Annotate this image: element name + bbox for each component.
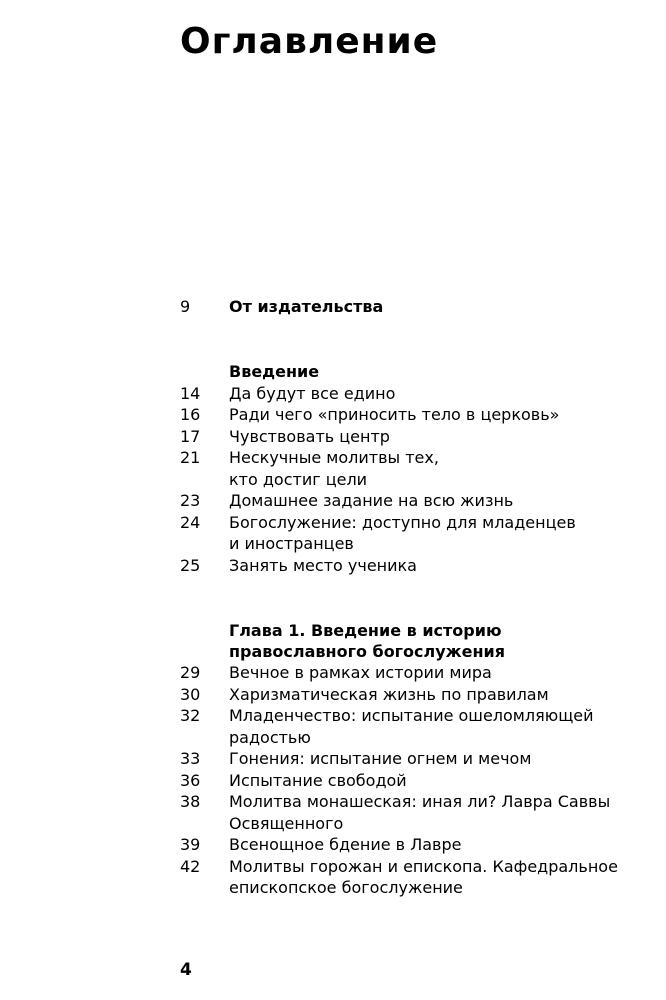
toc-entry-title: Молитвы горожан и епископа. Кафедральное	[229, 857, 618, 876]
toc-entry-continuation	[0, 813, 666, 835]
toc-entry-continuation	[0, 469, 666, 491]
toc-entry-title: Вечное в рамках истории мира	[229, 663, 492, 682]
toc-page-number: 16	[180, 405, 201, 424]
toc-entry-title-line: Освященного	[229, 814, 344, 833]
chapter-heading-continuation	[0, 641, 666, 663]
toc-entry	[0, 662, 666, 684]
toc-entry	[0, 383, 666, 405]
toc-entry-continuation	[0, 727, 666, 749]
toc-page-number: 29	[180, 663, 201, 682]
toc-entry-title: От издательства	[229, 297, 384, 316]
toc-entry-title: Ради чего «приносить тело в церковь»	[229, 405, 560, 424]
page-number: 4	[180, 960, 192, 980]
toc-entry-title: Всенощное бдение в Лавре	[229, 835, 462, 854]
toc-entry	[0, 834, 666, 856]
toc-entry	[0, 426, 666, 448]
section-heading-intro	[0, 361, 666, 383]
toc-entry-title: Да будут все едино	[229, 384, 396, 403]
toc-page-number: 42	[180, 857, 201, 876]
toc-entry	[0, 791, 666, 813]
toc-entry	[0, 705, 666, 727]
toc-entry	[0, 512, 666, 534]
toc-entry-continuation	[0, 533, 666, 555]
toc-entry-title-line: кто достиг цели	[229, 470, 368, 489]
toc-page-number: 32	[180, 706, 201, 725]
toc-entry-title-line: и иностранцев	[229, 534, 354, 553]
toc-page-number: 24	[180, 513, 201, 532]
toc-entry	[0, 404, 666, 426]
toc-entry	[0, 555, 666, 577]
toc-entry-title: Богослужение: доступно для младенцев	[229, 513, 576, 532]
toc-entry	[0, 856, 666, 878]
toc-page-number: 9	[180, 297, 191, 316]
toc-page-number: 14	[180, 384, 201, 403]
toc-page-number: 33	[180, 749, 201, 768]
toc-entry	[0, 684, 666, 706]
toc-page-number: 21	[180, 448, 201, 467]
toc-entry	[0, 748, 666, 770]
toc-entry-title: Молитва монашеская: иная ли? Лавра Саввы	[229, 792, 611, 811]
toc-entry	[0, 447, 666, 469]
toc-entry-title-line: епископское богослужение	[229, 878, 463, 897]
toc-entry-title: Гонения: испытание огнем и мечом	[229, 749, 532, 768]
toc-page-number: 38	[180, 792, 201, 811]
toc-entry	[0, 770, 666, 792]
toc-entry-title: Нескучные молитвы тех,	[229, 448, 439, 467]
chapter-heading-line: православного богослужения	[229, 642, 505, 661]
chapter-heading-line: Глава 1. Введение в историю	[229, 621, 502, 640]
toc-entry	[0, 490, 666, 512]
toc-entry-title: Домашнее задание на всю жизнь	[229, 491, 514, 510]
toc-entry-title: Харизматическая жизнь по правилам	[229, 685, 549, 704]
toc-entry-publisher	[0, 296, 666, 318]
toc-entry-title: Младенчество: испытание ошеломляющей	[229, 706, 594, 725]
toc-page-number: 17	[180, 427, 201, 446]
toc-entry-title: Занять место ученика	[229, 556, 417, 575]
page-title: Оглавление	[180, 21, 439, 62]
section-heading-text: Введение	[229, 362, 320, 381]
toc-entry-title-line: радостью	[229, 728, 311, 747]
toc-entry-continuation	[0, 877, 666, 899]
toc-page-number: 30	[180, 685, 201, 704]
chapter-heading	[0, 620, 666, 642]
toc-entry-title: Испытание свободой	[229, 771, 407, 790]
toc-entry-title: Чувствовать центр	[229, 427, 390, 446]
toc-page-number: 23	[180, 491, 201, 510]
toc-page-number: 25	[180, 556, 201, 575]
toc-page-number: 39	[180, 835, 201, 854]
toc-page-number: 36	[180, 771, 201, 790]
